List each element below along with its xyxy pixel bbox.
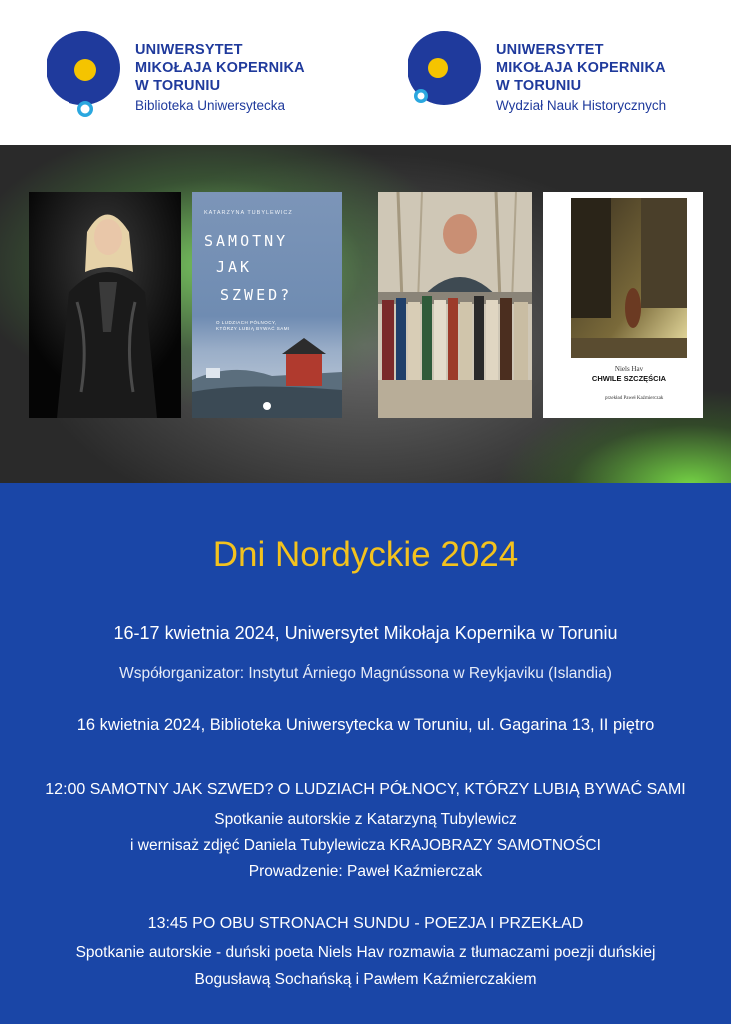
logo-subtitle: Biblioteka Uniwersytecka: [135, 98, 286, 113]
logo-text: [135, 41, 305, 115]
event-2-line-1: Spotkanie autorskie - duński poeta Niels Hav rozmawia z tłumaczami poezji duńskiej: [75, 944, 656, 961]
book1-author: KATARZYNA TUBYLEWICZ: [204, 210, 293, 216]
logo-text: [496, 41, 666, 115]
header: [0, 0, 731, 145]
book1-title-1: SAMOTNY: [204, 232, 289, 250]
logo-line-2: MIKOŁAJA KOPERNIKA: [496, 60, 666, 76]
author-photo-hav: [378, 192, 532, 418]
umk-emblem-icon: [408, 30, 488, 120]
event-1-line-1: Spotkanie autorskie z Katarzyną Tubylewicz: [214, 811, 517, 828]
logo-line-1: UNIWERSYTET: [135, 42, 243, 58]
book1-title-2: JAK: [216, 258, 253, 276]
event-title: Dni Nordyckie 2024: [212, 535, 519, 574]
logo-line-3: W TORUNIU: [135, 78, 221, 94]
logo-subtitle: Wydział Nauk Historycznych: [496, 98, 667, 113]
book2-author: Niels Hav: [614, 365, 644, 373]
book-cover-samotny-jak-szwed: [192, 192, 342, 418]
event-1-line-2: i wernisaż zdjęć Daniela Tubylewicza KRAJOBRAZY SAMOTNOŚCI: [130, 837, 601, 854]
event-1-line-3: Prowadzenie: Paweł Kaźmierczak: [248, 863, 483, 880]
coorganizer: Współorganizator: Instytut Árniego Magnússona w Reykjaviku (Islandia): [119, 665, 612, 682]
event-2-heading: 13:45 PO OBU STRONACH SUNDU - POEZJA I PRZEKŁAD: [147, 915, 584, 932]
umk-emblem-icon: [47, 30, 127, 120]
book2-title: CHWILE SZCZĘŚCIA: [591, 374, 667, 383]
book-cover-chwile-szczescia: [543, 192, 703, 418]
logo-line-2: MIKOŁAJA KOPERNIKA: [135, 60, 305, 76]
book1-subtitle-1: O LUDZIACH PÓŁNOCY,: [216, 320, 277, 325]
book1-title-3: SZWED?: [220, 286, 293, 304]
event-info: [0, 483, 731, 1024]
book2-translator: przekład Paweł Kaźmierczak: [605, 396, 664, 401]
book1-subtitle-2: KTÓRZY LUBIĄ BYWAĆ SAMI: [216, 326, 290, 331]
event-dates: 16-17 kwietnia 2024, Uniwersytet Mikołaja Kopernika w Toruniu: [113, 623, 618, 643]
event-1-heading: 12:00 SAMOTNY JAK SZWED? O LUDZIACH PÓŁNOCY, KTÓRZY LUBIĄ BYWAĆ SAMI: [45, 781, 686, 798]
logo-line-1: UNIWERSYTET: [496, 42, 604, 58]
logo-line-3: W TORUNIU: [496, 78, 582, 94]
author-photo-tubylewicz: [29, 192, 181, 418]
image-band: [0, 145, 731, 483]
event-2-line-2: Bogusławą Sochańską i Pawłem Kaźmierczakiem: [194, 971, 537, 988]
day-location: 16 kwietnia 2024, Biblioteka Uniwersytecka w Toruniu, ul. Gagarina 13, II piętro: [76, 716, 655, 734]
